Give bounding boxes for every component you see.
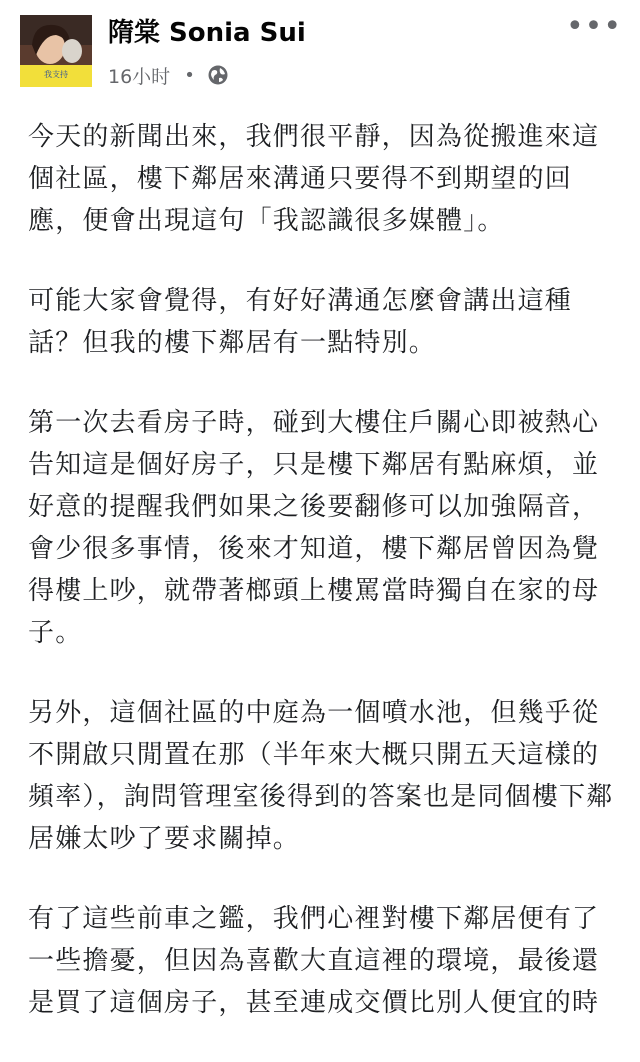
post-paragraph-4: 另外，這個社區的中庭為一個噴水池，但幾乎從不開啟只閒置在那（半年來大概只開五天這樣的頻率），詢問管理室後得到的答案也是同個樓下鄰居嫌太吵了要求關掉。 (28, 698, 614, 854)
post-paragraph-1: 今天的新聞出來，我們很平靜，因為從搬進來這個社區，樓下鄰居來溝通只要得不到期望的回應，便會出現這句「我認識很多媒體」。 (28, 122, 600, 236)
author-name[interactable]: 隋棠 Sonia Sui (108, 18, 306, 48)
post-meta (108, 60, 229, 90)
meta-separator: • (184, 64, 195, 86)
avatar-photo-icon (20, 15, 92, 87)
avatar-caption: 我支持 (44, 70, 68, 79)
avatar[interactable] (20, 15, 92, 87)
post-paragraph-3: 第一次去看房子時，碰到大樓住戶關心即被熱心告知這是個好房子，只是樓下鄰居有點麻煩，並好意的提醒我們如果之後要翻修可以加強隔音，會少很多事情，後來才知道，樓下鄰居曾因為覺得樓上吵，就帶著榔頭上樓罵當時獨自在家的母子。 (28, 408, 600, 648)
post-content (28, 116, 624, 1062)
more-options-button[interactable]: ••• (565, 9, 623, 44)
post-paragraph-2: 可能大家會覺得，有好好溝通怎麼會講出這種話？但我的樓下鄰居有一點特別。 (28, 286, 573, 358)
post-header (0, 0, 640, 100)
post-timestamp[interactable]: 16小时 (108, 65, 171, 88)
post-paragraph-5: 有了這些前車之鑑，我們心裡對樓下鄰居便有了一些擔憂，但因為喜歡大直這裡的環境，最後還是買了這個房子，甚至連成交價比別人便宜的時 (28, 904, 600, 1018)
globe-icon[interactable] (207, 64, 229, 86)
